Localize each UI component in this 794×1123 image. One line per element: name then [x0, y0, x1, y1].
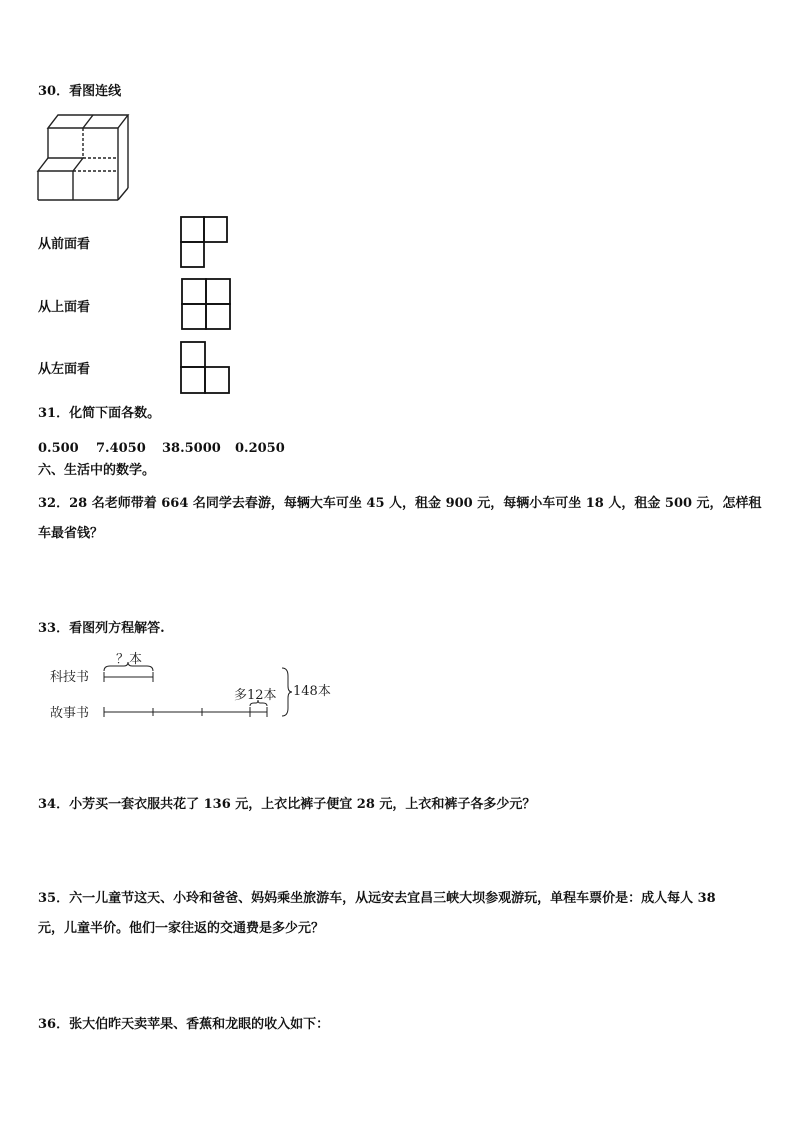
total-brace [282, 668, 292, 716]
label-story: 故事书 [50, 706, 90, 721]
q30-title: 30．看图连线 [38, 84, 122, 99]
section6-title: 六、生活中的数学。 [38, 463, 156, 478]
number-item: 0.500 [38, 441, 79, 456]
view-shape-c [180, 341, 230, 394]
q31-numbers [38, 437, 285, 456]
q33-title: 33．看图列方程解答. [38, 621, 165, 636]
q35-line2: 元，儿童半价。他们一家往返的交通费是多少元？ [38, 921, 325, 936]
view-shape-b [181, 278, 231, 330]
label-tech: 科技书 [50, 670, 90, 685]
view-front-label: 从前面看 [38, 237, 91, 252]
number-item: 7.4050 [96, 441, 146, 456]
q36-text: 36．张大伯昨天卖苹果、香蕉和龙眼的收入如下： [38, 1017, 330, 1032]
q32-text [38, 489, 763, 549]
number-item: 38.5000 [162, 441, 221, 456]
cube-figure [38, 110, 133, 208]
q34-text: 34．小芳买一套衣服共花了 136 元，上衣比裤子便宜 28 元，上衣和裤子各多少元？ [38, 797, 536, 812]
label-more: 多12本 [234, 688, 277, 703]
line-segment-diagram [50, 648, 350, 723]
number-item: 0.2050 [235, 441, 285, 456]
view-shape-a [180, 216, 228, 268]
q35-line1: 35．六一儿童节这天、小玲和爸爸、妈妈乘坐旅游车，从远安去宜昌三峡大坝参观游玩，单程车票价是：成人每人 38 [38, 891, 716, 906]
q32-line2: 车最省钱？ [38, 526, 104, 541]
label-total: 148本 [293, 684, 331, 699]
label-unknown: ？本 [116, 652, 143, 667]
view-top-label: 从上面看 [38, 300, 91, 315]
q31-title: 31．化简下面各数。 [38, 406, 161, 421]
view-left-label: 从左面看 [38, 362, 91, 377]
q35-text [38, 884, 763, 944]
q32-line1: 32．28 名老师带着 664 名同学去春游，每辆大车可坐 45 人，租金 900 元，每辆小车可坐 18 人，租金 500 元，怎样租 [38, 496, 762, 511]
